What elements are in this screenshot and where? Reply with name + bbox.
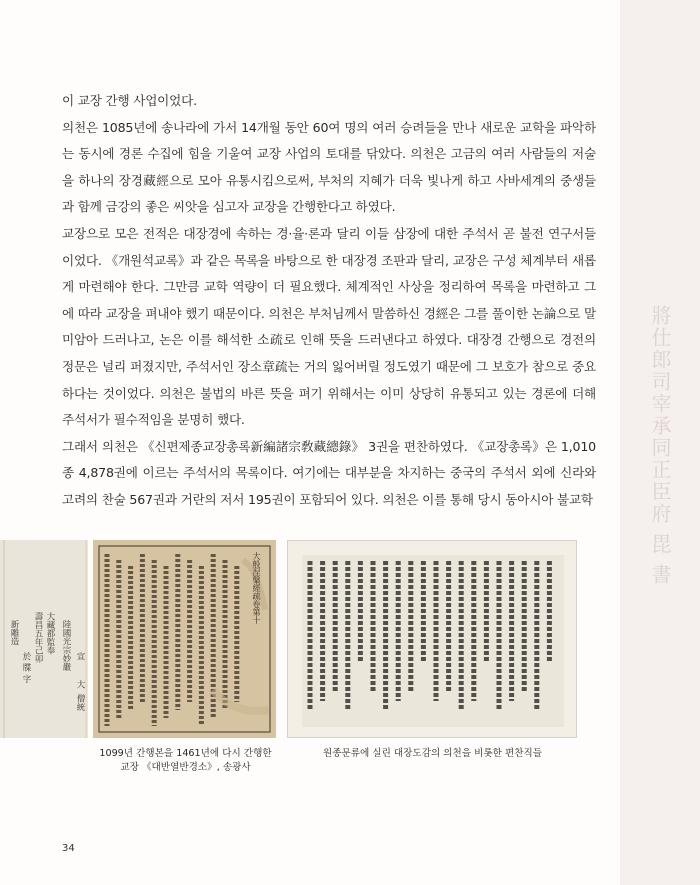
fragment-col-5: 於 牒 字 — [21, 652, 31, 683]
paragraph: 이 교장 간행 사업이었다. — [62, 93, 197, 108]
body-text — [62, 88, 596, 514]
figure-right-caption: 원종문류에 실린 대장도감의 의천을 비롯한 편찬직들 — [322, 748, 543, 759]
figure-middle-caption — [88, 747, 283, 775]
fragment-col-3: 壽昌五年己卯 — [33, 612, 43, 663]
fragment-col-6: 宣 — [75, 652, 85, 661]
list-of-compilers-image — [288, 541, 576, 737]
fragment-col-7: 大 — [75, 680, 85, 689]
caption-line-2: 교장 《대반열반경소》, 송광사 — [120, 762, 251, 773]
figure-middle-manuscript — [93, 540, 276, 738]
paragraph: 의천은 1085년에 송나라에 가서 14개월 동안 60여 명의 여러 승려들을 만나 새로운 교학을 파악하는 동시에 경론 수집에 힘을 기울여 교장 사업의 토대를 닦았다. 의천은 고금의 여러 사람들의 저술을 하나의 장경藏經으로 모아 유통시킴으로써, 부처의 지혜가 더욱 빛나게 하고 사바세계의 중생들과 함께 금강의 좋은 씨앗을 심고자 교장을 간행한다고 하였다. — [62, 119, 596, 215]
fragment-col-1: 陸國光宗妙嚴 — [61, 620, 71, 671]
paragraph: 그래서 의천은 《신편제종교장총록新編諸宗敎藏總錄》 3권을 편찬하였다. 《교장총록》은 1,010종 4,878권에 이르는 주석서의 목록이다. 여기에는 대부분을 차지하는 중국의 주석서 외에 신라와 고려의 찬술 567권과 거란의 저서 195권이 포함되어 있다. 의천은 이를 통해 당시 동아시아 불교학 — [62, 438, 596, 507]
fragment-col-4: 大藏都監奉 — [45, 612, 55, 655]
figure-right-manuscript — [287, 540, 577, 738]
fragment-col-2: 新雕造 — [9, 620, 19, 646]
manuscript-header: 大般涅槃經疏卷第十 — [252, 552, 261, 624]
manuscript-page-image — [93, 540, 276, 738]
caption-line-1: 1099년 간행본을 1461년에 다시 간행한 — [99, 748, 272, 759]
figure-left-fragment — [0, 540, 88, 738]
page-number: 34 — [62, 843, 75, 854]
margin-calligraphy: 將仕郎司宰承同正臣府 毘 書 — [648, 305, 672, 586]
paragraph: 교장으로 모은 전적은 대장경에 속하는 경·율·론과 달리 이들 삼장에 대한 주석서 곧 불전 연구서들이었다. 《개원석교록》과 같은 목록을 바탕으로 한 대장경 조판과 달리, 교장은 구성 체계부터 새롭게 마련해야 한다. 그만큼 교학 역량이 더 필요했다. 체계적인 사상을 정리하여 목록을 마련하고 그에 따라 교장을 펴내야 했기 때문이다. 의천은 부처님께서 말씀하신 경經은 그를 풀이한 논論으로 말미암아 드러나고, 논은 이를 해석한 소疏로 인해 뜻을 드러낸다고 하였다. 대장경 간행으로 경전의 정문은 널리 퍼졌지만, 주석서인 장소章疏는 거의 잃어버릴 정도였기 때문에 그 보호가 참으로 중요하다는 것이었다. 의천은 불법의 바른 뜻을 펴기 위해서는 이미 상당히 유통되고 있는 경론에 더해 주석서가 필수적임을 분명히 했다. — [62, 225, 596, 428]
fragment-col-8: 僧統 — [75, 694, 85, 711]
